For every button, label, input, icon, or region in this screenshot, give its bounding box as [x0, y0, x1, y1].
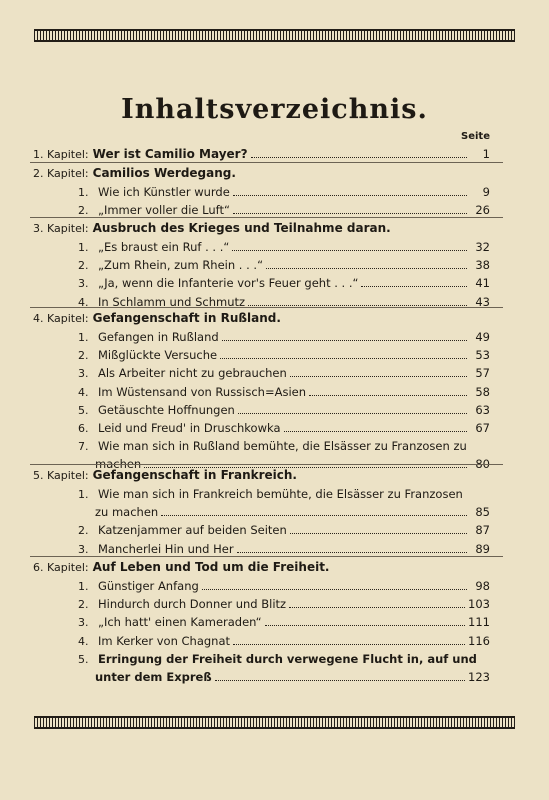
page-number: 89	[475, 541, 490, 556]
chapter-label: 6. Kapitel:	[33, 561, 89, 574]
entry-number: 1.	[78, 580, 89, 593]
toc-entry	[78, 652, 490, 667]
chapter-title: Ausbruch des Krieges und Teilnahme daran.	[92, 221, 391, 235]
page-number: 1	[482, 147, 490, 161]
page-number: 111	[468, 615, 490, 630]
entry-number: 2.	[78, 524, 89, 538]
entry-title: Günstiger Anfang	[98, 579, 199, 593]
chapter-divider	[30, 217, 503, 218]
page-number: 67	[475, 421, 490, 435]
dot-leader	[222, 340, 467, 341]
chapter-title: Auf Leben und Tod um die Freiheit.	[92, 560, 330, 574]
entry-number: 2.	[78, 598, 89, 612]
dot-leader	[233, 644, 465, 645]
entry-number: 3.	[78, 367, 89, 381]
toc-entry	[78, 276, 490, 291]
entry-number: 3.	[78, 277, 89, 291]
page-number: 41	[475, 276, 490, 291]
entry-title: Hindurch durch Donner und Blitz	[98, 597, 287, 612]
dot-leader	[284, 431, 467, 432]
toc-entry	[78, 439, 490, 454]
toc-entry-continuation	[95, 670, 490, 684]
toc-entry	[78, 523, 490, 538]
dot-leader	[233, 195, 467, 196]
bottom-decorative-rule	[34, 716, 515, 729]
page-number: 63	[475, 402, 490, 417]
chapter-label: 3. Kapitel:	[33, 222, 89, 235]
entry-number: 2.	[78, 349, 89, 363]
entry-number: 5.	[78, 403, 89, 417]
entry-number: 1.	[78, 241, 89, 254]
page-number: 26	[475, 203, 490, 218]
toc-entry	[78, 615, 490, 630]
entry-number: 4.	[78, 385, 89, 399]
page-number: 38	[475, 258, 490, 273]
toc-entry	[78, 330, 490, 345]
page-number: 123	[468, 670, 490, 684]
chapter-title: Gefangenschaft in Frankreich.	[92, 468, 297, 482]
dot-leader	[220, 358, 467, 359]
page-number: 9	[482, 185, 490, 199]
entry-title: Wie ich Künstler wurde	[98, 185, 230, 199]
page-number: 57	[475, 366, 490, 381]
dot-leader	[248, 305, 467, 306]
entry-number: 3.	[78, 542, 89, 556]
chapter-divider	[30, 307, 503, 308]
dot-leader	[232, 250, 467, 251]
toc-entry	[78, 579, 490, 594]
toc-entry	[78, 542, 490, 557]
entry-number: 1.	[78, 488, 89, 501]
entry-title: Im Kerker von Chagnat	[98, 633, 231, 648]
chapter-label: 2. Kapitel:	[33, 167, 89, 180]
chapter-heading	[33, 147, 490, 162]
toc-entry	[78, 597, 490, 612]
page-number: 58	[475, 384, 490, 399]
dot-leader	[266, 268, 467, 269]
dot-leader	[237, 552, 467, 553]
chapter-divider	[30, 162, 503, 163]
page-number: 53	[475, 348, 490, 363]
dot-leader	[161, 515, 467, 516]
entry-title: Getäuschte Hoffnungen	[98, 402, 235, 417]
entry-title: „Ja, wenn die Infanterie vor's Feuer geht . . .“	[98, 276, 359, 291]
chapter-divider	[30, 556, 503, 557]
toc-entry	[78, 385, 490, 400]
page-number: 32	[475, 240, 490, 254]
toc-entry	[78, 421, 490, 436]
page-number: 103	[468, 597, 490, 612]
entry-title: „Es braust ein Ruf . . .“	[98, 240, 230, 254]
toc-entry	[78, 258, 490, 273]
entry-title: „Zum Rhein, zum Rhein . . .“	[98, 258, 264, 273]
toc-entry-continuation	[95, 505, 490, 519]
entry-number: 5.	[78, 652, 89, 666]
entry-number: 2.	[78, 259, 89, 273]
entry-title: Katzenjammer auf beiden Seiten	[98, 523, 287, 538]
dot-leader	[251, 157, 467, 158]
chapter-label: 4. Kapitel:	[33, 312, 89, 325]
chapter-heading	[33, 166, 490, 181]
chapter-label: 1. Kapitel:	[33, 148, 89, 161]
toc-entry	[78, 634, 490, 649]
dot-leader	[309, 395, 467, 396]
dot-leader	[289, 607, 465, 608]
entry-title: Mancherlei Hin und Her	[98, 541, 234, 556]
toc-entry	[78, 185, 490, 200]
entry-number: 2.	[78, 204, 89, 218]
toc-entry	[78, 348, 490, 363]
page-number: 85	[475, 505, 490, 520]
entry-number: 3.	[78, 616, 89, 630]
toc-entry	[78, 240, 490, 255]
entry-title: Erringung der Freiheit durch verwegene Flucht in, auf und	[98, 651, 477, 666]
toc-entry	[78, 403, 490, 418]
dot-leader	[361, 286, 467, 287]
entry-title-continued: unter dem Expreß	[95, 670, 212, 684]
page-number: 80	[475, 457, 490, 472]
chapter-heading	[33, 311, 490, 326]
entry-title: Wie man sich in Rußland bemühte, die Elsässer zu Franzosen zu	[98, 439, 467, 454]
dot-leader	[290, 376, 467, 377]
entry-title: „Ich hatt' einen Kameraden“	[98, 615, 262, 630]
entry-title: Mißglückte Versuche	[98, 348, 218, 363]
chapter-heading	[33, 560, 490, 575]
toc-entry	[78, 203, 490, 218]
entry-number: 6.	[78, 422, 89, 435]
dot-leader	[215, 680, 465, 681]
page-number: 98	[475, 579, 490, 593]
page-number: 43	[475, 294, 490, 309]
entry-title-continued: machen	[95, 457, 142, 472]
chapter-heading	[33, 221, 490, 236]
entry-number: 4.	[78, 634, 89, 648]
entry-title-continued: zu machen	[95, 505, 159, 520]
entry-title: In Schlamm und Schmutz	[98, 294, 246, 309]
chapter-title: Gefangenschaft in Rußland.	[92, 311, 281, 325]
dot-leader	[238, 413, 467, 414]
page-title: Inhaltsverzeichnis.	[121, 94, 428, 125]
entry-title: Leid und Freud' in Druschkowka	[98, 421, 281, 435]
dot-leader	[202, 589, 467, 590]
page-number: 49	[475, 330, 490, 344]
entry-number: 4.	[78, 295, 89, 309]
dot-leader	[265, 625, 465, 626]
entry-title: Als Arbeiter nicht zu gebrauchen	[98, 366, 287, 381]
entry-number: 1.	[78, 331, 89, 344]
chapter-title: Wer ist Camilio Mayer?	[92, 147, 248, 161]
entry-number: 7.	[78, 440, 89, 454]
page-number: 116	[468, 633, 490, 648]
toc-entry	[78, 366, 490, 381]
chapter-title: Camilios Werdegang.	[92, 166, 236, 180]
chapter-label: 5. Kapitel:	[33, 469, 89, 482]
entry-number: 1.	[78, 186, 89, 199]
entry-title: Gefangen in Rußland	[98, 330, 219, 344]
entry-title: Wie man sich in Frankreich bemühte, die Elsässer zu Franzosen	[98, 487, 463, 501]
toc-entry	[78, 487, 490, 502]
chapter-heading	[33, 468, 490, 483]
dot-leader	[233, 213, 467, 214]
page-column-label: Seite	[461, 131, 490, 142]
entry-title: Im Wüstensand von Russisch=Asien	[98, 384, 307, 399]
entry-title: „Immer voller die Luft“	[98, 203, 230, 218]
page-number: 87	[475, 523, 490, 538]
chapter-divider	[30, 464, 503, 465]
dot-leader	[290, 533, 467, 534]
